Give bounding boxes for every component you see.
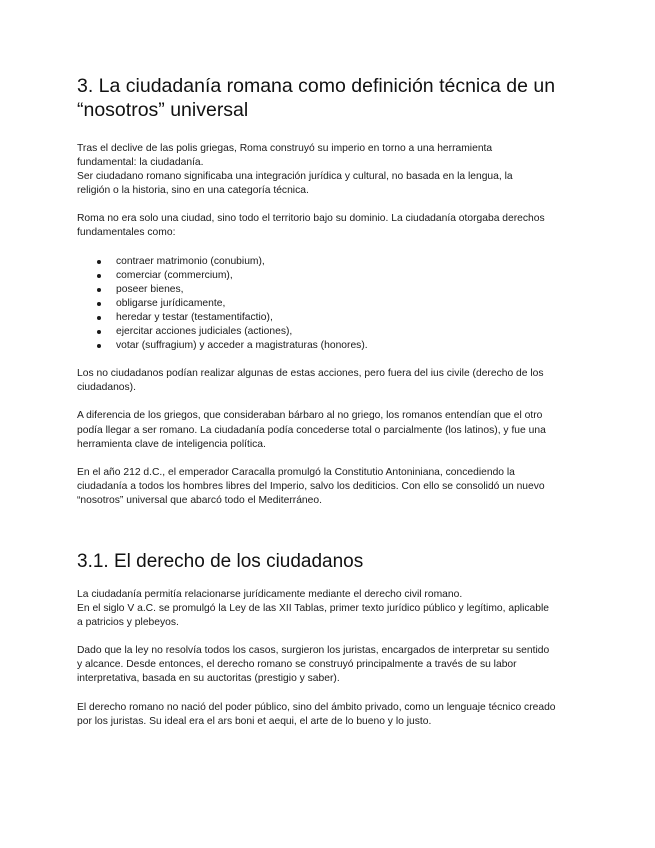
paragraph — [77, 588, 577, 630]
text-line: fundamentales como: — [77, 227, 176, 239]
list-item: ejercitar acciones judiciales (actiones), — [77, 325, 577, 339]
paragraph — [77, 212, 577, 240]
list-item: poseer bienes, — [77, 283, 577, 297]
text-line: podía llegar a ser romano. La ciudadanía podía concederse total o parcialmente (los latinos), y fue una — [77, 424, 546, 436]
text-line: Dado que la ley no resolvía todos los casos, surgieron los juristas, encargados de interpretar su sentido — [77, 645, 550, 657]
text-line: ciudadanía a todos los hombres libres del Imperio, salvo los dediticios. Con ello se consolidó un nuevo — [77, 480, 545, 492]
text-line: religión o la historia, sino en una categoría técnica. — [77, 185, 309, 197]
paragraph — [77, 142, 577, 198]
text-line: En el siglo V a.C. se promulgó la Ley de las XII Tablas, primer texto jurídico público y legítimo, aplicable — [77, 603, 549, 615]
paragraph — [77, 466, 577, 508]
text-line: En el año 212 d.C., el emperador Caracalla promulgó la Constitutio Antoniniana, concediendo la — [77, 466, 515, 478]
section-3-1-heading: 3.1. El derecho de los ciudadanos — [77, 550, 364, 572]
heading-line: 3. La ciudadanía romana como definición técnica de un — [77, 75, 556, 97]
paragraph — [77, 644, 577, 686]
text-line: Tras el declive de las polis griegas, Roma construyó su imperio en torno a una herramienta — [77, 143, 493, 154]
rights-list — [77, 255, 577, 354]
text-line: herramienta clave de inteligencia política. — [77, 438, 266, 450]
text-line: El derecho romano no nació del poder público, sino del ámbito privado, como un lenguaje técnico creado — [77, 701, 556, 713]
text-line: La ciudadanía permitía relacionarse jurídicamente mediante el derecho civil romano. — [77, 588, 463, 600]
document-page — [77, 74, 577, 743]
paragraph — [77, 409, 577, 451]
list-item: heredar y testar (testamentifactio), — [77, 311, 577, 325]
text-line: Roma no era solo una ciudad, sino todo el territorio bajo su dominio. La ciudadanía otorgaba derechos — [77, 213, 545, 225]
text-line: “nosotros” universal que abarcó todo el Mediterráneo. — [77, 494, 322, 506]
section-3-heading — [77, 74, 577, 122]
text-line: Los no ciudadanos podían realizar algunas de estas acciones, pero fuera del ius civile (derecho de los — [77, 368, 544, 380]
text-line: Ser ciudadano romano significaba una integración jurídica y cultural, no basada en la lengua, la — [77, 171, 513, 183]
list-item: obligarse jurídicamente, — [77, 297, 577, 311]
text-line: y alcance. Desde entonces, el derecho romano se construyó principalmente a través de su labor — [77, 659, 517, 671]
text-line: ciudadanos). — [77, 382, 136, 394]
heading-line: “nosotros” universal — [77, 99, 249, 121]
list-item: comerciar (commercium), — [77, 269, 577, 283]
text-line: por los juristas. Su ideal era el ars boni et aequi, el arte de lo bueno y lo justo. — [77, 715, 432, 727]
text-line: A diferencia de los griegos, que consideraban bárbaro al no griego, los romanos entendían que el otro — [77, 410, 543, 422]
list-item: votar (suffragium) y acceder a magistraturas (honores). — [77, 339, 577, 353]
text-line: a patricios y plebeyos. — [77, 617, 179, 629]
text-line: interpretativa, basada en su auctoritas (prestigio y saber). — [77, 673, 340, 685]
paragraph — [77, 701, 577, 729]
list-item: contraer matrimonio (conubium), — [77, 255, 577, 269]
paragraph — [77, 367, 577, 395]
text-line: fundamental: la ciudadanía. — [77, 157, 204, 169]
